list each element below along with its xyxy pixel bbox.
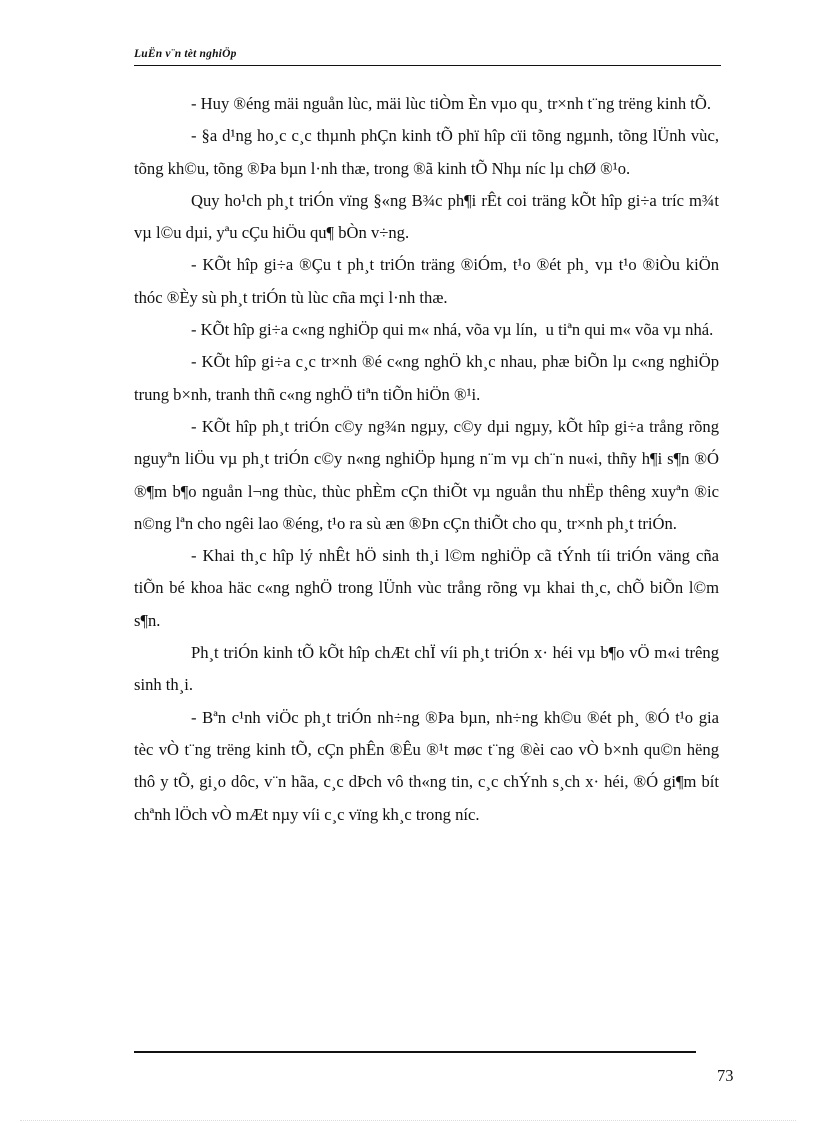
paragraph: Quy ho¹ch ph¸t triÓn vïng §«ng B¾c ph¶i rÊt coi träng kÕt hîp gi÷a tríc m¾t vµ l©u dµi, yªu cÇu hiÖu qu¶ bÒn v÷ng. xyxy=(134,190,719,243)
paragraph: Ph¸t triÓn kinh tÕ kÕt hîp chÆt chÏ víi ph¸t triÓn x· héi vµ b¶o vÖ m«i trêng sinh th¸i. xyxy=(134,643,719,695)
paragraph: - §a d¹ng ho¸c c¸c thµnh phÇn kinh tÕ phï hîp cïi tõng ngµnh, tõng lÜnh vùc, tõng kh©u, tõng ®Þa bµn l·nh thæ, trong ®ã kinh tÕ Nhµ níc lµ chØ ®¹o. xyxy=(134,126,719,178)
page-number: 73 xyxy=(717,1066,734,1085)
header-rule xyxy=(134,65,721,66)
footer-rule xyxy=(134,1051,696,1053)
paragraph: - Bªn c¹nh viÖc ph¸t triÓn nh÷ng ®Þa bµn, nh÷ng kh©u ®ét ph¸ ®Ó t¹o gia tèc vÒ t¨ng trëng kinh tÕ, cÇn phÊn ®Êu ®¹t møc t¨ng ®èi cao vÒ b×nh qu©n hëng thô y tÕ, gi¸o dôc, v¨n hãa, c¸c dÞch vô th«ng tin, c¸c chÝnh s¸ch x· héi, ®Ó gi¶m bít chªnh lÖch vÒ mÆt nµy víi c¸c vïng kh¸c trong níc. xyxy=(134,707,719,824)
paragraph: - KÕt hîp gi÷a c«ng nghiÖp qui m« nhá, võa vµ lín, u tiªn qui m« võa vµ nhá. xyxy=(191,320,714,340)
paragraph: - KÕt hîp ph¸t triÓn c©y ng¾n ngµy, c©y dµi ngµy, kÕt hîp gi÷a trång rõng nguyªn liÖu vµ ph¸t triÓn c©y n«ng nghiÖp hµng n¨m vµ ch¨n nu«i, thñy h¶i s¶n ®Ó ®¶m b¶o nguån l¬ng thùc, thùc phÈm cÇn thiÕt vµ nguån thu nhËp thêng xuyªn ®ic n©ng lªn cho ngêi lao ®éng, t¹o ra sù æn ®Þn cÇn thiÕt cho qu¸ tr×nh ph¸t triÓn. xyxy=(134,416,719,533)
page-bottom-border xyxy=(20,1120,796,1121)
paragraph: - KÕt hîp gi÷a c¸c tr×nh ®é c«ng nghÖ kh¸c nhau, phæ biÕn lµ c«ng nghiÖp trung b×nh, tranh thñ c«ng nghÖ tiªn tiÕn hiÖn ®¹i. xyxy=(134,352,719,404)
paragraph: - Huy ®éng mäi nguån lùc, mäi lùc tiÒm Èn vµo qu¸ tr×nh t¨ng trëng kinh tÕ. xyxy=(191,94,712,113)
running-header: LuËn v¨n tèt nghiÖp xyxy=(134,48,237,60)
paragraph: - Khai th¸c hîp lý nhÊt hÖ sinh th¸i l©m nghiÖp cã tÝnh tíi triÓn väng cña tiÕn bé khoa häc c«ng nghÖ trong lÜnh vùc trång rõng vµ khai th¸c, chÕ biÕn l©m s¶n. xyxy=(134,546,719,630)
paragraph: - KÕt hîp gi÷a ®Çu t ph¸t triÓn träng ®iÓm, t¹o ®ét ph¸ vµ t¹o ®iÒu kiÖn thóc ®Èy sù ph¸t triÓn tù lùc cña mçi l·nh thæ. xyxy=(134,255,719,307)
body-text xyxy=(134,88,719,831)
